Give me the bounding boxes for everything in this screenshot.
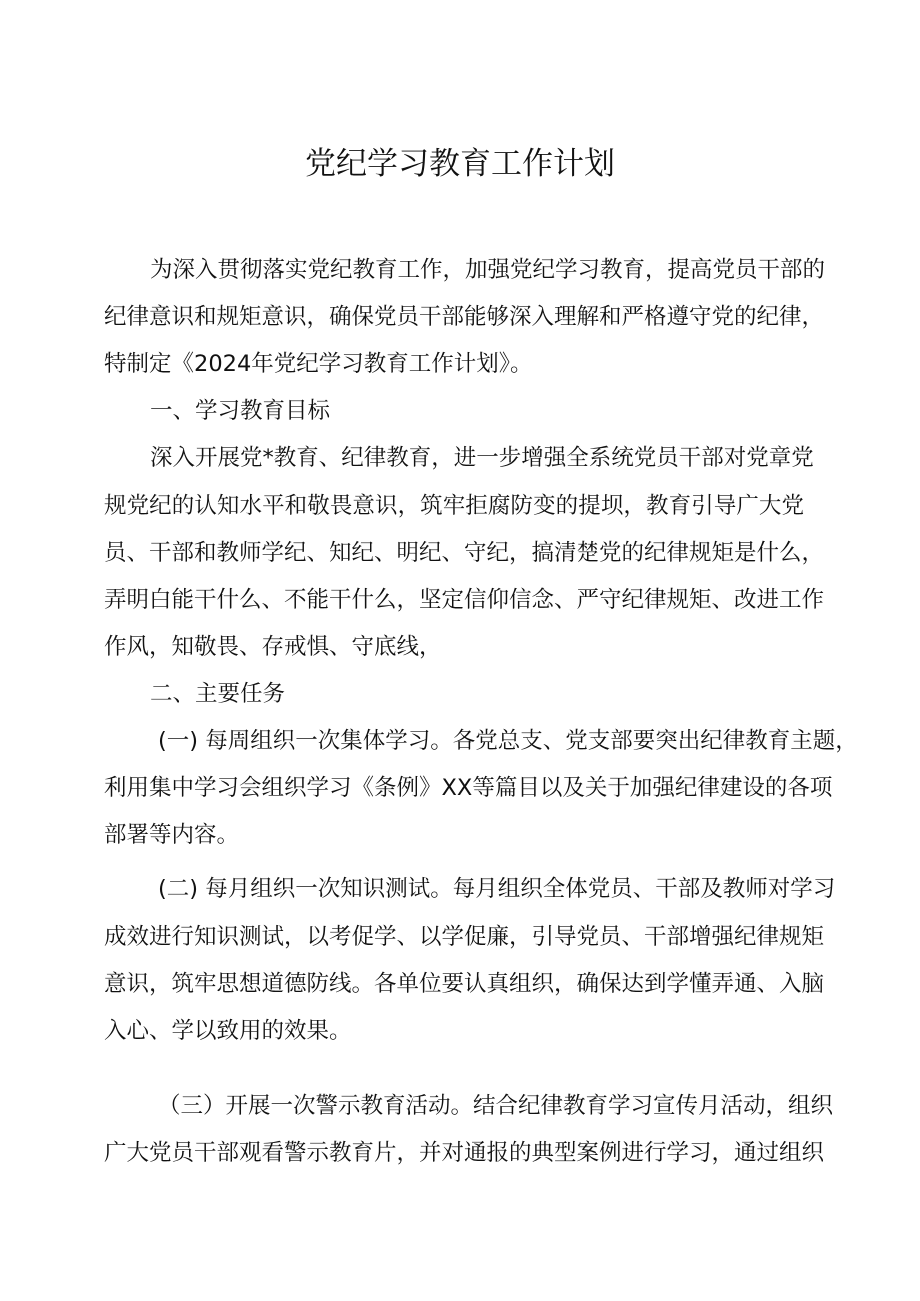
paragraph-line: 入心、学以致用的效果。 [104,1018,352,1044]
paragraph-line: 意识，筑牢思想道德防线。各单位要认真组织，确保达到学懂弄通、入脑 [104,971,825,997]
section-heading: 二、主要任务 [150,681,286,707]
paragraph-line: （三）开展一次警示教育活动。结合纪律教育学习宣传月活动，组织 [158,1093,834,1119]
paragraph-line: 作风，知敬畏、存戒惧、守底线， [104,634,442,660]
paragraph-line: 特制定《2024年党纪学习教育工作计划》。 [104,351,533,377]
paragraph-line: 弄明白能干什么、不能干什么，坚定信仰信念、严守纪律规矩、改进工作 [104,587,825,613]
paragraph-line: 利用集中学习会组织学习《条例》XX等篇目以及关于加强纪律建设的各项 [104,775,833,801]
paragraph-line: 深入开展党*教育、纪律教育，进一步增强全系统党员干部对党章党 [150,445,814,471]
paragraph-line: 规党纪的认知水平和敬畏意识，筑牢拒腐防变的提坝，教育引导广大党 [104,493,804,519]
section-heading: 一、学习教育目标 [150,398,331,424]
document-title: 党纪学习教育工作计划 [305,146,615,182]
paragraph-line: 员、干部和教师学纪、知纪、明纪、守纪，搞清楚党的纪律规矩是什么， [104,540,825,566]
paragraph-line: 为深入贯彻落实党纪教育工作，加强党纪学习教育，提高党员干部的 [150,257,826,283]
paragraph-line: 部署等内容。 [104,822,240,848]
paragraph-line: (二) 每月组织一次知识测试。每月组织全体党员、干部及教师对学习 [158,876,836,902]
paragraph-line: 纪律意识和规矩意识，确保党员干部能够深入理解和严格遵守党的纪律， [104,304,825,330]
paragraph-line: 广大党员干部观看警示教育片，并对通报的典型案例进行学习，通过组织 [104,1140,825,1166]
paragraph-line: 成效进行知识测试，以考促学、以学促廉，引导党员、干部增强纪律规矩 [104,924,825,950]
paragraph-line: (一) 每周组织一次集体学习。各党总支、党支部要突出纪律教育主题， [158,728,858,754]
